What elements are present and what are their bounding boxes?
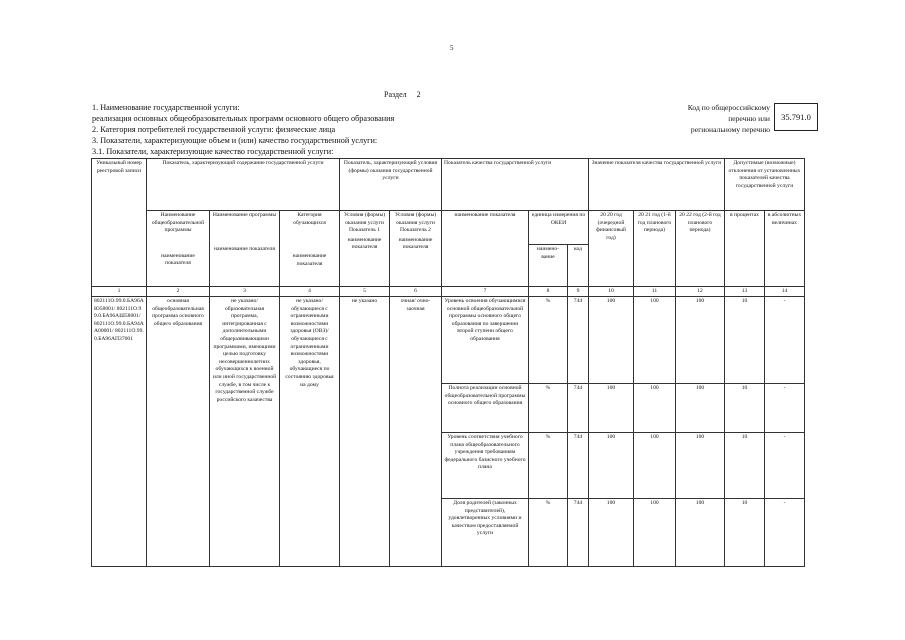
col-num: 11 bbox=[634, 287, 676, 297]
cell-year3: 100 bbox=[676, 384, 725, 433]
cell-condition1: не указано bbox=[340, 297, 390, 567]
cell-category: не указано/ обучающиеся с ограниченными возможностями здоровья (ОВЗ)/ обучающиеся с ограниченными возможностями здоровья, обучающиеся по состоянию здоровья на дому bbox=[280, 297, 340, 567]
service-name-value: реализация основных общеобразовательных программ основного общего образования bbox=[92, 114, 395, 123]
okved-line2: перечню или bbox=[728, 114, 770, 123]
header-year3 bbox=[676, 211, 725, 287]
header-unit-name: наимено-вание bbox=[529, 245, 568, 287]
col-num: 14 bbox=[765, 287, 805, 297]
col-num: 13 bbox=[725, 287, 765, 297]
cell-program: основная общеобразовательная программа основного общего образования bbox=[147, 297, 210, 567]
okved-line3: региональному перечню bbox=[690, 125, 770, 134]
col-num: 9 bbox=[568, 287, 589, 297]
cell-unit: % bbox=[529, 499, 568, 567]
header-unit-code: код bbox=[568, 245, 589, 287]
col-num: 2 bbox=[147, 287, 210, 297]
cell-year3: 100 bbox=[676, 499, 725, 567]
cell-year2: 100 bbox=[634, 433, 676, 499]
cell-percent: 10 bbox=[725, 433, 765, 499]
okved-code-box: 35.791.0 bbox=[774, 103, 818, 131]
service-name-label: 1. Наименование государственной услуги: bbox=[92, 103, 240, 112]
header-sub5-text: Условия (формы) оказания услуги Показатель 2 bbox=[394, 212, 437, 234]
header-percent: в процентах bbox=[725, 211, 765, 287]
section-title: Раздел 2 bbox=[384, 90, 421, 99]
header-sub4-indname: наименование показателя bbox=[347, 236, 382, 251]
header-sub3 bbox=[280, 211, 340, 287]
header-sub2-text: Наименование программы bbox=[212, 212, 277, 218]
col-num: 7 bbox=[442, 287, 529, 297]
cell-absolute: - bbox=[765, 297, 805, 384]
cell-year2: 100 bbox=[634, 384, 676, 433]
consumer-category: 2. Категория потребителей государственной услуги: физические лица bbox=[92, 125, 336, 134]
table-row bbox=[92, 297, 805, 384]
cell-absolute: - bbox=[765, 384, 805, 433]
header-conditions-indicator: Показатель, характеризующий условия (формы) оказания государственной услуги bbox=[340, 159, 442, 211]
okved-label bbox=[640, 102, 770, 135]
header-sub5 bbox=[390, 211, 442, 287]
cell-indicator-name: Доля родителей (законных представителей), удовлетворенных условиями и качеством предоставляемой услуги bbox=[442, 499, 529, 567]
header-allowed-deviation: Допустимые (возможные) отклонения от установленных показателей качества государственной услуги bbox=[725, 159, 805, 211]
header-year2-text: 20 21 год (1-й год планового периода) bbox=[637, 212, 672, 234]
header-sub2 bbox=[210, 211, 280, 287]
cell-year1: 100 bbox=[589, 384, 634, 433]
cell-unique-number: 802111О.99.0.БА96АЮ58001/ 802111О.99.0.БА96АШ58001/ 802111О.99.0.БА94АА00001/ 802111О.99.0.БА96АП37001 bbox=[92, 297, 147, 567]
col-num: 4 bbox=[280, 287, 340, 297]
cell-condition2: очная/ очно-заочная bbox=[390, 297, 442, 567]
header-sub4-text: Условия (формы) оказания услуги Показатель 1 bbox=[343, 212, 386, 234]
page-number: 5 bbox=[450, 44, 454, 52]
cell-percent: 10 bbox=[725, 297, 765, 384]
cell-code: 744 bbox=[568, 499, 589, 567]
indicators-heading: 3. Показатели, характеризующие объем и (или) качество государственной услуги: bbox=[92, 136, 378, 145]
header-unique-number: Уникальный номер реестровой записи bbox=[92, 159, 147, 287]
cell-year1: 100 bbox=[589, 499, 634, 567]
header-content-indicator: Показатель, характеризующий содержание государственной услуги bbox=[147, 159, 340, 211]
header-absolute: в абсолютных величинах bbox=[765, 211, 805, 287]
col-num: 5 bbox=[340, 287, 390, 297]
header-sub1-indname: наименование показателя bbox=[161, 252, 195, 267]
cell-indicator-name: Уровень соответствия учебного плана общеобразовательного учреждения требованиям федерального базисного учебного плана bbox=[442, 433, 529, 499]
cell-absolute: - bbox=[765, 433, 805, 499]
cell-program-name: не указано/ образовательная программа, интегрированная с дополнительными общеразвивающими программами, имеющими целью подготовку несовершеннолетних обучающихся к военной или иной государственной службе, в том числе к государственной службе российского казачества bbox=[210, 297, 280, 567]
cell-absolute: - bbox=[765, 499, 805, 567]
cell-year1: 100 bbox=[589, 297, 634, 384]
cell-year2: 100 bbox=[634, 499, 676, 567]
header-year3-text: 20 22 год (2-й год планового периода) bbox=[679, 212, 721, 234]
header-sub2-indname: наименование показателя bbox=[214, 245, 275, 252]
cell-unit: % bbox=[529, 433, 568, 499]
quality-indicators-heading: 3.1. Показатели, характеризующие качество государственной услуги: bbox=[92, 147, 334, 156]
header-unit: единица измерения по ОКЕИ bbox=[529, 211, 589, 245]
cell-unit: % bbox=[529, 297, 568, 384]
col-num: 8 bbox=[529, 287, 568, 297]
cell-indicator-name: Полнота реализации основной общеобразовательной программы основного общего образования bbox=[442, 384, 529, 433]
col-num: 6 bbox=[390, 287, 442, 297]
header-sub1 bbox=[147, 211, 210, 287]
col-num: 1 bbox=[92, 287, 147, 297]
col-num: 3 bbox=[210, 287, 280, 297]
cell-year2: 100 bbox=[634, 297, 676, 384]
header-year1 bbox=[589, 211, 634, 287]
okved-line1: Код по общероссийскому bbox=[687, 103, 770, 112]
header-sub3-text: Категория обучающихся bbox=[293, 212, 326, 226]
header-value: Значение показателя качества государственной услуги bbox=[589, 159, 725, 211]
col-num: 12 bbox=[676, 287, 725, 297]
header-year1-text: 20 20 год (очередной финансовый год) bbox=[596, 212, 626, 241]
column-numbers-row bbox=[92, 287, 805, 297]
cell-percent: 10 bbox=[725, 384, 765, 433]
header-quality-indicator: Показатель качества государственной услуги bbox=[442, 159, 589, 211]
cell-year1: 100 bbox=[589, 433, 634, 499]
header-sub4 bbox=[340, 211, 390, 287]
header-sub5-indname: наименование показателя bbox=[398, 236, 433, 251]
cell-code: 744 bbox=[568, 297, 589, 384]
header-sub3-indname: наименование показателя bbox=[292, 253, 327, 267]
cell-year3: 100 bbox=[676, 297, 725, 384]
cell-percent: 10 bbox=[725, 499, 765, 567]
header-sub1-text: Наименование общеобразовательной программы bbox=[151, 212, 205, 234]
header-year2 bbox=[634, 211, 676, 287]
cell-code: 744 bbox=[568, 433, 589, 499]
cell-indicator-name: Уровень освоения обучающимися основной общеобразовательной программы основного общего образования по завершении второй ступени общего образования bbox=[442, 297, 529, 384]
cell-code: 744 bbox=[568, 384, 589, 433]
header-indicator-name: наименование показателя bbox=[442, 211, 529, 287]
cell-year3: 100 bbox=[676, 433, 725, 499]
quality-table bbox=[91, 158, 805, 567]
col-num: 10 bbox=[589, 287, 634, 297]
cell-unit: % bbox=[529, 384, 568, 433]
